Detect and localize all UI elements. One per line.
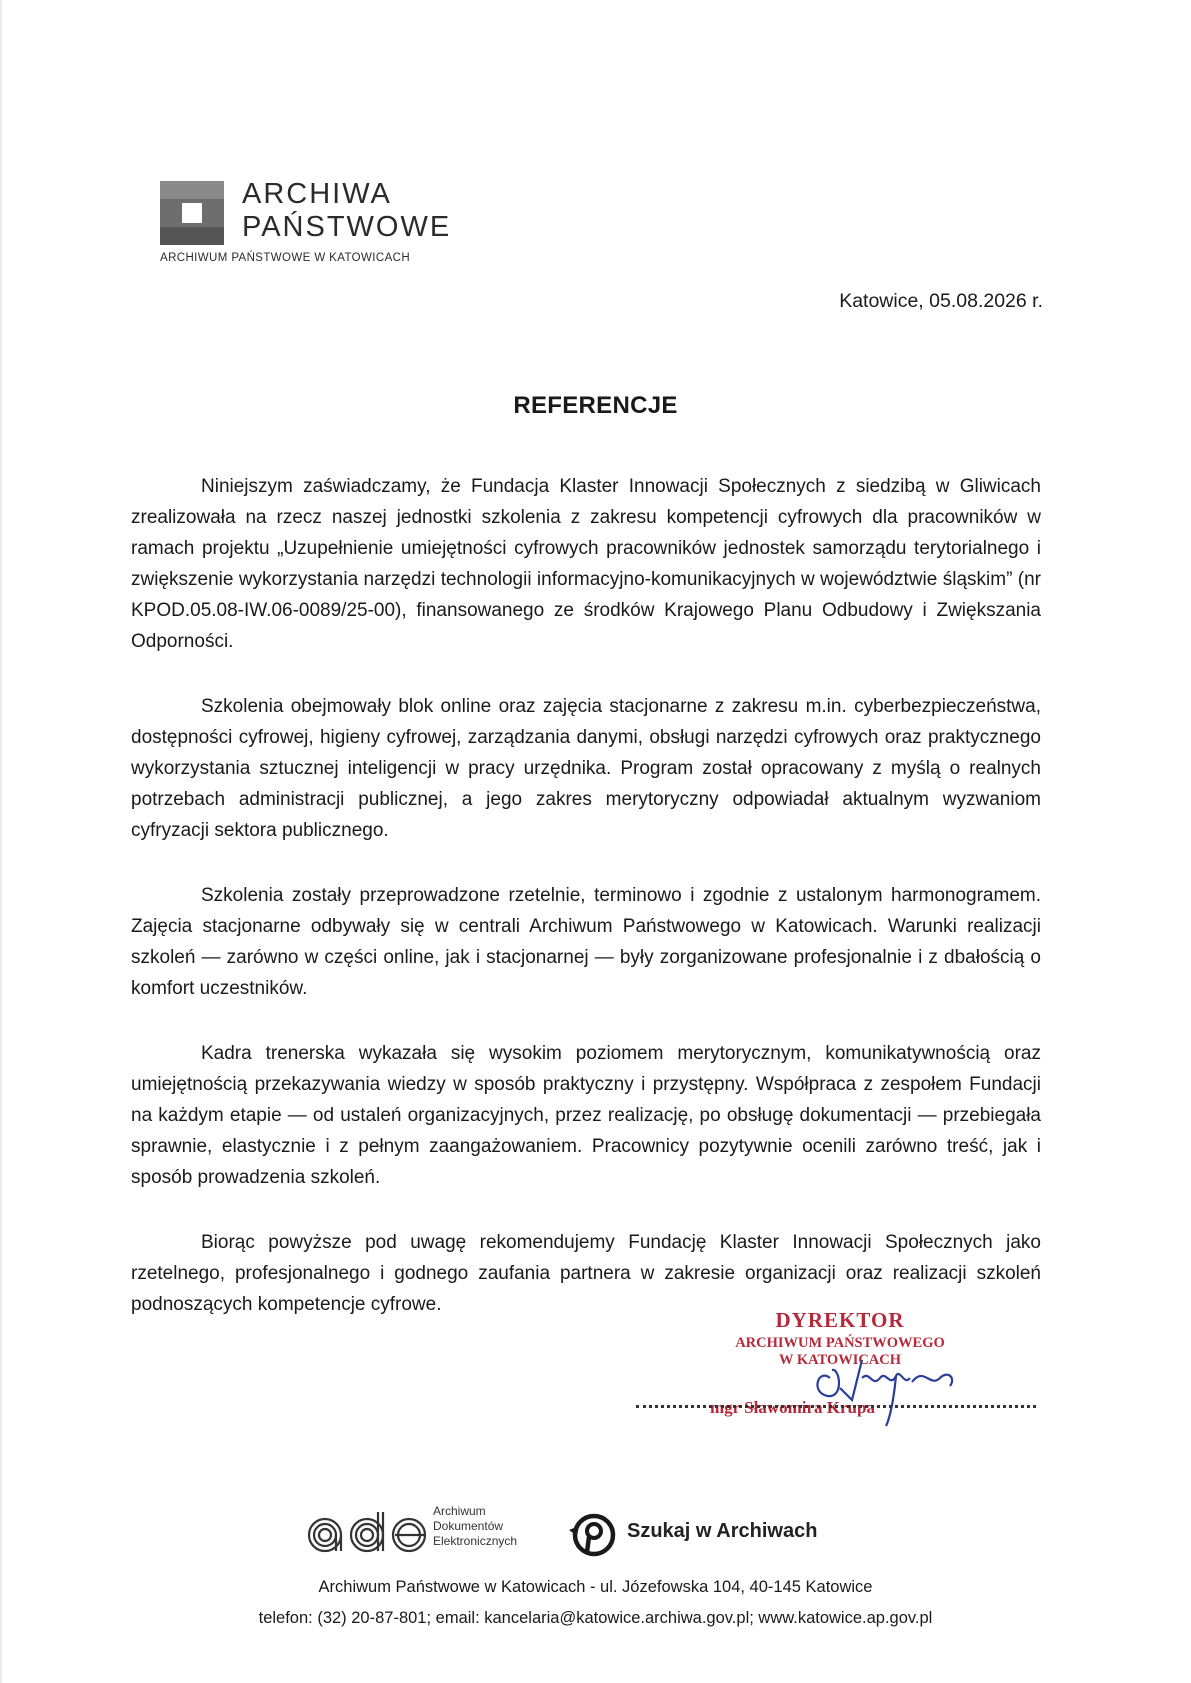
stamp-title: DYREKTOR	[775, 1308, 905, 1332]
paragraph-2: Szkolenia obejmowały blok online oraz zajęcia stacjonarne z zakresu m.in. cyberbezpieczeństwa, dostępności cyfrowej, higieny cyfrowej, zarządzania danymi, obsługi narzędzi cyfrowych oraz praktycznego wykorzystania sztucznej inteligencji w pracy urzędnika. Program został opracowany z myślą o realnych potrzebach administracji publicznej, a jego zakres merytoryczny odpowiadał aktualnym wyzwaniom cyfryzacji sektora publicznego.	[131, 696, 1041, 841]
document-body	[131, 471, 1041, 1354]
handwritten-signature-icon	[800, 1348, 970, 1428]
ade-line-1: Archiwum	[433, 1504, 486, 1518]
footer-contact: telefon: (32) 20-87-801; email: kancelaria@katowice.archiwa.gov.pl; www.katowice.ap.gov.pl	[258, 1609, 933, 1627]
paragraph-5: Biorąc powyższe pod uwagę rekomendujemy Fundację Klaster Innowacji Społecznych jako rzetelnego, profesjonalnego i godnego zaufania partnera w zakresie organizacji oraz realizacji szkoleń podnoszących kompetencje cyfrowe.	[131, 1232, 1041, 1315]
footer-address: Archiwum Państwowe w Katowicach - ul. Józefowska 104, 40-145 Katowice	[318, 1578, 873, 1596]
archiwa-panstwowe-logo	[160, 176, 490, 276]
scan-edge	[0, 0, 2, 1683]
logo-subtitle: ARCHIWUM PAŃSTWOWE W KATOWICACH	[160, 252, 411, 264]
paragraph-4: Kadra trenerska wykazała się wysokim poziomem merytorycznym, komunikatywnością oraz umiejętnością przekazywania wiedzy w sposób praktyczny i przystępny. Współpraca z zespołem Fundacji na każdym etapie — od ustaleń organizacyjnych, przez realizację, po obsługę dokumentacji — przebiegała sprawnie, elastycznie i z pełnym zaangażowaniem. Pracownicy pozytywnie ocenili zarówno treść, jak i sposób prowadzenia szkoleń.	[131, 1043, 1041, 1188]
stamp-name: mgr Sławomira Krupa	[710, 1398, 875, 1417]
ade-text	[433, 1504, 517, 1549]
ade-line-2: Dokumentów	[433, 1519, 504, 1533]
footer-logos	[305, 1500, 865, 1570]
stamp-institution: ARCHIWUM PAŃSTWOWEGO	[735, 1335, 945, 1351]
document-date: Katowice, 05.08.2026 r.	[839, 290, 1043, 312]
paragraph-1: Niniejszym zaświadczamy, że Fundacja Klaster Innowacji Społecznych z siedzibą w Gliwicach zrealizowała na rzecz naszej jednostki szkolenia z zakresu kompetencji cyfrowych dla pracowników w ramach projektu „Uzupełnienie umiejętności cyfrowych pracowników jednostek samorządu terytorialnego i zwiększenie wykorzystania narzędzi technologii informacyjno-komunikacyjnych w województwie śląskim” (nr KPOD.05.08-IW.06-0089/25-00), finansowanego ze środków Krajowego Planu Odbudowy i Zwiększania Odporności.	[131, 476, 1041, 652]
paragraph-3: Szkolenia zostały przeprowadzone rzetelnie, terminowo i zgodnie z ustalonym harmonogramem. Zajęcia stacjonarne odbywały się w centrali Archiwum Państwowego w Katowicach. Warunki realizacji szkoleń — zarówno w części online, jak i stacjonarnej — były zorganizowane profesjonalnie i z dbałością o komfort uczestników.	[131, 885, 1041, 999]
szukaj-w-archiwach-label: Szukaj w Archiwach	[627, 1520, 818, 1542]
ade-logo-icon	[305, 1508, 430, 1558]
logo-title	[242, 178, 451, 244]
logo-line-2: PAŃSTWOWE	[242, 211, 452, 243]
stamp-city: W KATOWICACH	[778, 1352, 902, 1368]
szukaj-w-archiwach-icon	[565, 1508, 619, 1562]
archiwa-logo-mark-icon	[160, 181, 224, 245]
document-title: REFERENCJE	[513, 392, 678, 419]
logo-line-1: ARCHIWA	[242, 178, 392, 210]
ade-line-3: Elektronicznych	[433, 1534, 518, 1548]
